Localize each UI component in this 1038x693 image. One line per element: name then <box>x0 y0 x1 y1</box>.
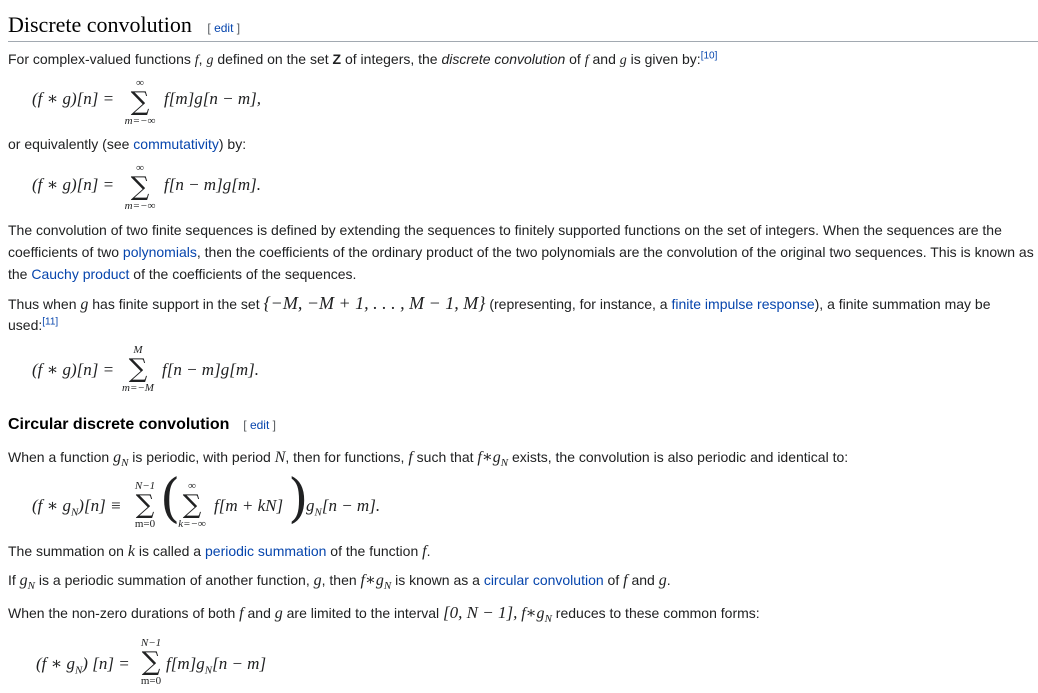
equation-2-sum: ∞ ∑ m=−∞ <box>124 162 156 212</box>
equation-4-outer-sum: N−1 ∑ m=0 <box>134 480 156 530</box>
paragraph-finite-sequences-3: the Cauchy product of the coefficients of the sequences. <box>8 266 357 282</box>
paragraph-intro: For complex-valued functions f, g defined on the set Z of integers, the discrete convolution of f and g is given by:[10] <box>8 50 718 68</box>
equation-3-rhs: f[n − m]g[m]. <box>162 360 259 379</box>
equation-3-lhs: (f ∗ g)[n] = <box>32 360 115 379</box>
circular-convolution-link[interactable]: circular convolution <box>483 572 604 588</box>
interval: [0, N − 1], <box>443 603 518 622</box>
section-heading <box>8 12 1038 42</box>
equation-5-sum: N−1 ∑ m=0 <box>140 637 162 687</box>
subsection-title: Circular discrete convolution <box>8 416 230 433</box>
equation-4-lhs: (f ∗ $g_N)[n]$ ≡ <box>32 496 122 519</box>
equation-5-rhs: $f[m]g_N[n - m]$ <box>166 654 267 677</box>
edit-subsection-link[interactable]: [ edit ] <box>243 418 276 432</box>
commutativity-link[interactable]: commutativity <box>133 136 219 152</box>
cauchy-product-link[interactable]: Cauchy product <box>31 266 130 282</box>
subsection-heading <box>8 416 276 434</box>
equation-2-lhs: (f ∗ g)[n] = <box>32 175 115 194</box>
reference-11[interactable]: [11] <box>42 316 59 328</box>
equation-4-left-paren: ( <box>160 469 181 529</box>
edit-section-link[interactable]: [ edit ] <box>207 21 241 35</box>
periodic-summation-link[interactable]: periodic summation <box>205 543 327 559</box>
paragraph-nonzero-durations: When the non-zero durations of both f and g are limited to the interval [0, N − 1], $f∗g_N$ reduces to these common forms: <box>8 603 760 625</box>
polynomials-link[interactable]: polynomials <box>122 244 197 260</box>
finite-impulse-response-link[interactable]: finite impulse response <box>671 296 815 312</box>
paragraph-finite-support: Thus when g has finite support in the set {−M, −M + 1, . . . , M − 1, M} (representing, for instance, a finite impulse response), a finite summation may be <box>8 293 991 313</box>
equation-1-sum: ∞ ∑ m=−∞ <box>124 77 156 127</box>
equation-1-lhs: (f ∗ g)[n] = <box>32 89 115 108</box>
equation-3-sum: M ∑ m=−M <box>122 344 154 394</box>
paragraph-finite-sequences-2: coefficients of two polynomials, then the coefficients of the ordinary product of the two polynomials are the convolution of the original two sequences. This is known as <box>8 244 1034 260</box>
paragraph-periodic-summation: The summation on k is called a periodic summation of the function f. <box>8 543 431 560</box>
equation-4-right-paren: ) <box>288 469 309 529</box>
paragraph-periodic: When a function $g_N$ is periodic, with period N, then for functions, f such that $f∗g_N$ exists, the convolution is also periodic and identical to: <box>8 449 849 469</box>
equation-5-lhs: (f ∗ $g_N$) [n] = <box>36 654 130 677</box>
equation-4-rhs: $g_N[n - m]$. <box>306 496 381 519</box>
support-set: {−M, −M + 1, . . . , M − 1, M} <box>263 293 486 313</box>
equation-1-rhs: f[m]g[n − m], <box>164 89 261 108</box>
equation-2-rhs: f[n − m]g[m]. <box>164 175 261 194</box>
equation-4-inner-sum: ∞ ∑ k=−∞ <box>178 480 206 530</box>
paragraph-equivalently: or equivalently (see commutativity) by: <box>8 136 247 152</box>
section-title: Discrete convolution <box>8 12 192 37</box>
paragraph-circular-convolution: If $g_N$ is a periodic summation of another function, g, then $f∗g_N$ is known as a circular convolution of f and g. <box>8 572 671 592</box>
reference-10[interactable]: [10] <box>700 50 718 62</box>
paragraph-finite-support-2: used:[11] <box>8 316 59 333</box>
equation-4-inner-term: f[m + kN] <box>214 496 284 515</box>
paragraph-finite-sequences-1: The convolution of two finite sequences is defined by extending the sequences to finitely supported functions on the set of integers. When the sequences are the <box>8 222 1002 238</box>
